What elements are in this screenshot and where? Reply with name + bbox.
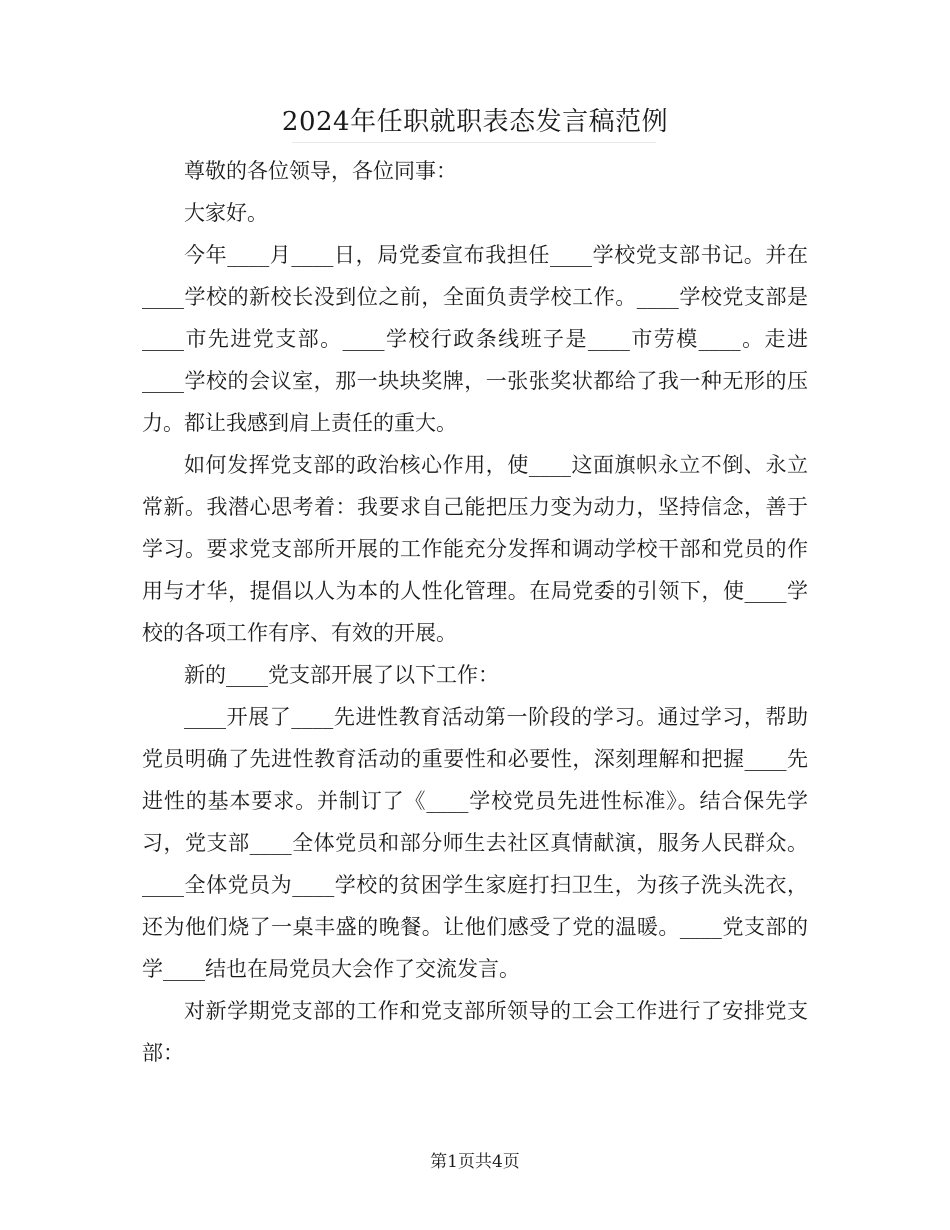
paragraph-reflection: 如何发挥党支部的政治核心作用，使____这面旗帜永立不倒、永立常新。我潜心思考着：我要求自己能把压力变为动力，坚持信念，善于学习。要求党支部所开展的工作能充分发挥和调动学校干部和党员的作用与才华，提倡以人为本的人性化管理。在局党委的引领下，使____学校的各项工作有序、有效的开展。 [142, 453, 808, 645]
paragraph-work-details: ____开展了____先进性教育活动第一阶段的学习。通过学习，帮助党员明确了先进性教育活动的重要性和必要性，深刻理解和把握____先进性的基本要求。并制订了《____学校党员先进性标准》。结合保先学习，党支部____全体党员和部分师生去社区真情献演，服务人民群众。____全体党员为____学校的贫困学生家庭打扫卫生，为孩子洗头洗衣，还为他们烧了一桌丰盛的晚餐。让他们感受了党的温暖。____党支部的学____结也在局党员大会作了交流发言。 [142, 705, 808, 981]
paragraph-new-term: 对新学期党支部的工作和党支部所领导的工会工作进行了安排党支部： [142, 999, 808, 1065]
document-title: 2024年任职就职表态发言稿范例 [281, 107, 669, 137]
title-underline [292, 142, 656, 143]
paragraph-work-intro: 新的____党支部开展了以下工作： [184, 663, 499, 687]
document-body [142, 150, 808, 1074]
paragraph-greeting: 大家好。 [184, 201, 268, 225]
page-footer: 第1页共4页 [430, 1152, 520, 1172]
paragraph-salutation: 尊敬的各位领导，各位同事： [184, 159, 457, 183]
paragraph-appointment: 今年____月____日，局党委宣布我担任____学校党支部书记。并在____学校的新校长没到位之前，全面负责学校工作。____学校党支部是____市先进党支部。____学校行政条线班子是____市劳模____。走进____学校的会议室，那一块块奖牌，一张张奖状都给了我一种无形的压力。都让我感到肩上责任的重大。 [142, 243, 808, 435]
